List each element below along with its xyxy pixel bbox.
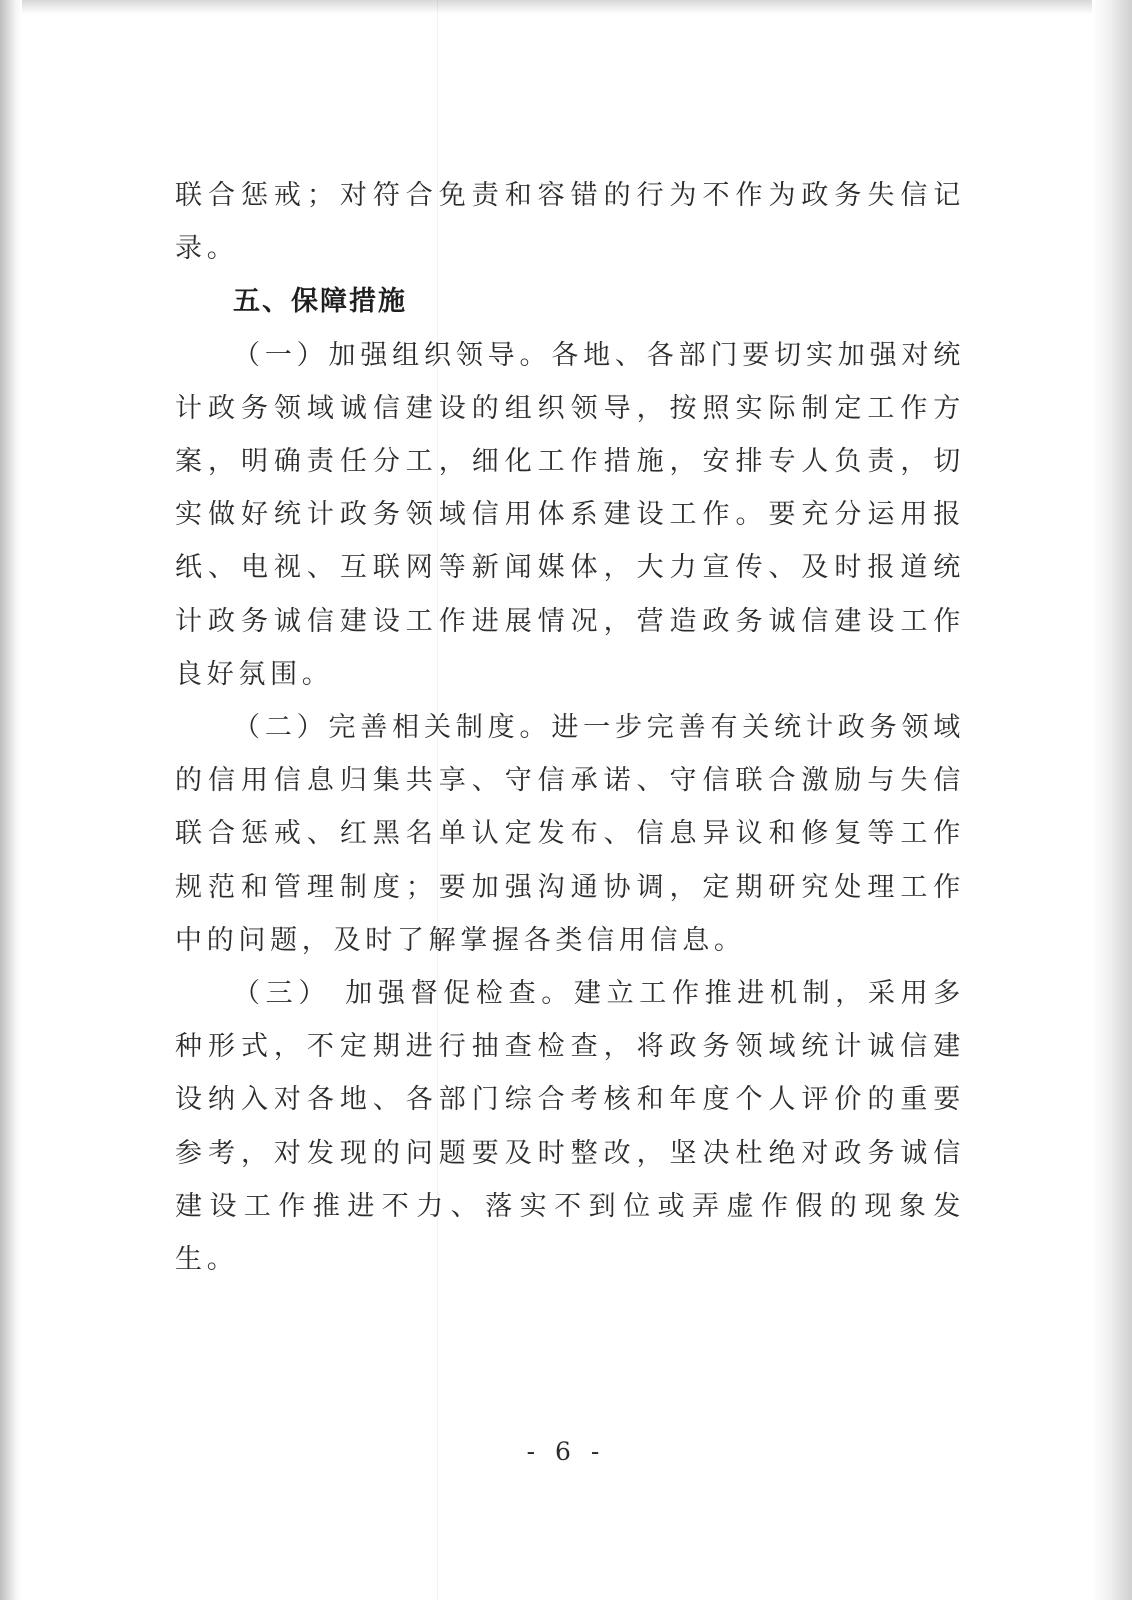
paragraph-organization-leadership: （一）加强组织领导。各地、各部门要切实加强对统计政务领域诚信建设的组织领导，按照实际制定工作方案，明确责任分工，细化工作措施，安排专人负责，切实做好统计政务领域信用体系建设工作。要充分运用报纸、电视、互联网等新闻媒体，大力宣传、及时报道统计政务诚信建设工作进展情况，营造政务诚信建设工作良好氛围。 xyxy=(175,339,965,690)
paragraph-supervision-inspection: （三） 加强督促检查。建立工作推进机制，采用多种形式，不定期进行抽查检查，将政务领域统计诚信建设纳入对各地、各部门综合考核和年度个人评价的重要参考，对发现的问题要及时整改，坚决杜绝对政务诚信建设工作推进不力、落实不到位或弄虚作假的现象发生。 xyxy=(175,978,965,1276)
section-heading-safeguards: 五、保障措施 xyxy=(233,286,407,318)
document-body xyxy=(175,169,965,1286)
scan-edge-left xyxy=(0,0,22,1600)
page-number: - 6 - xyxy=(526,1437,606,1466)
scan-edge-top xyxy=(0,0,1132,14)
paragraph-improve-systems: （二）完善相关制度。进一步完善有关统计政务领域的信用信息归集共享、守信承诺、守信联合激励与失信联合惩戒、红黑名单认定发布、信息异议和修复等工作规范和管理制度；要加强沟通协调，定期研究处理工作中的问题，及时了解掌握各类信用信息。 xyxy=(175,712,965,956)
scan-edge-right xyxy=(1092,0,1132,1600)
paragraph-continuation: 联合惩戒；对符合免责和容错的行为不作为政务失信记录。 xyxy=(175,180,965,265)
